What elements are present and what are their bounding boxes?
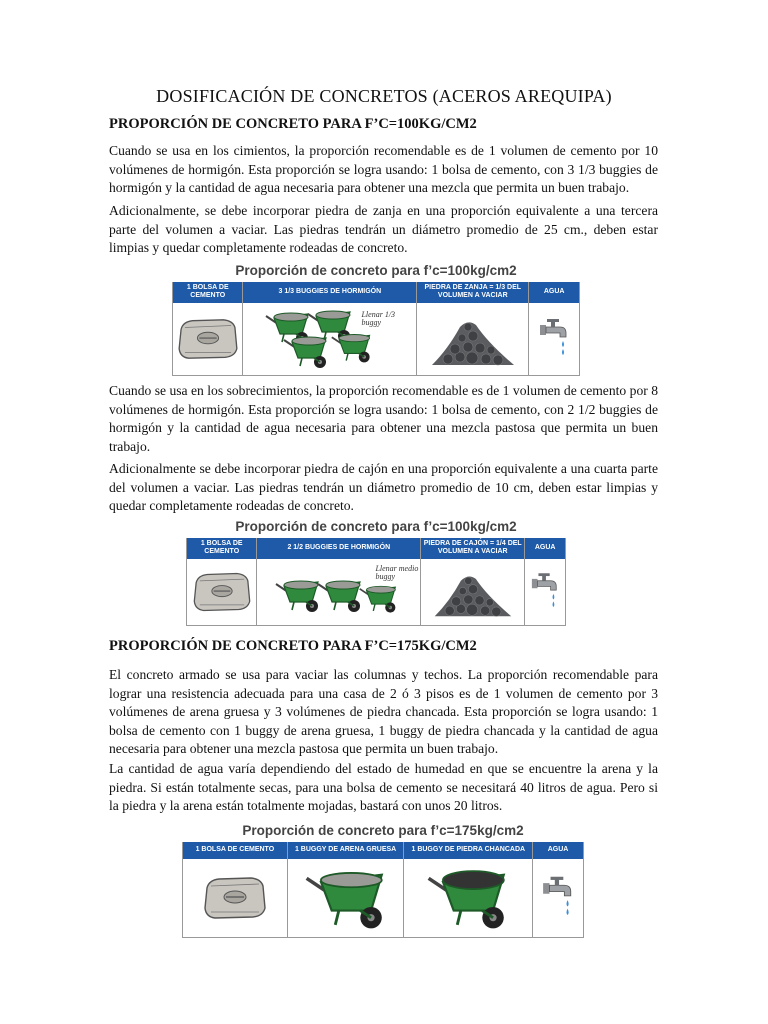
paragraph-piedra-cajon: Adicionalmente se debe incorporar piedra de cajón en una proporción equivalente a una cuarta parte del volumen a vaciar. Las piedras tendrán un diámetro promedio de 10 cm, deben estar limpias y quedar completamente rodeadas de concreto. — [109, 461, 658, 513]
stone-pile-icon — [421, 559, 524, 626]
column-hormigon — [243, 282, 417, 376]
column-header: 1 BUGGY DE PIEDRA CHANCADA — [404, 842, 532, 859]
column-header: 1 BOLSA DE CEMENTO — [187, 538, 256, 559]
column-hormigon — [257, 538, 421, 626]
wheelbarrow-stone-icon — [404, 859, 532, 938]
column-header: 2 1/2 BUGGIES DE HORMIGÓN — [257, 538, 420, 559]
faucet-icon — [533, 859, 583, 938]
note-llenar: Llenar medio buggy — [375, 564, 419, 581]
column-header: PIEDRA DE CAJÓN = 1/4 DEL VOLUMEN A VACIAR — [421, 538, 524, 559]
stone-pile-icon — [417, 303, 528, 376]
column-piedra-chancada — [404, 842, 533, 938]
figure-proporcion-175 — [182, 822, 584, 938]
faucet-icon — [525, 559, 565, 626]
column-cemento — [173, 282, 243, 376]
figure-title: Proporción de concreto para f’c=100kg/cm2 — [235, 263, 517, 278]
cement-bag-icon — [187, 559, 256, 626]
cement-bag-icon — [183, 859, 287, 938]
figure-title: Proporción de concreto para f’c=175kg/cm2 — [242, 823, 524, 838]
column-header: AGUA — [529, 282, 579, 303]
column-header: PIEDRA DE ZANJA = 1/3 DEL VOLUMEN A VACIAR — [417, 282, 528, 303]
column-piedra — [417, 282, 529, 376]
paragraph-sobrecimientos: Cuando se usa en los sobrecimientos, la proporción recomendable es de 1 volumen de cemento por 8 volúmenes de hormigón. Esta proporción se logra usando: 1 bolsa de cemento, con 2 1/2 buggies de hormigón y la cantidad de agua necesaria para obtener una mezcla pastosa que permita un buen trabajo. — [109, 383, 658, 454]
column-header: AGUA — [533, 842, 583, 859]
paragraph-concreto-armado: El concreto armado se usa para vaciar las columnas y techos. La proporción recomendable para lograr una resistencia adecuada para una casa de 2 ó 3 pisos es de 1 volumen de cemento por 3 volúmenes de arena gruesa y 3 volúmenes de piedra chancada. Esta proporción se logra usando: 1 bolsa de cemento con 1 buggy de arena gruesa, 1 buggy de piedra chancada y la cantidad de agua necesaria para obtener una mezcla pastosa que permita un buen trabajo. — [109, 667, 658, 756]
faucet-icon — [529, 303, 579, 376]
column-header: 3 1/3 BUGGIES DE HORMIGÓN — [243, 282, 416, 303]
cement-bag-icon — [173, 303, 242, 376]
column-header: 1 BOLSA DE CEMENTO — [183, 842, 287, 859]
column-cemento — [183, 842, 288, 938]
wheelbarrow-sand-icon — [288, 859, 404, 938]
wheelbarrow-icon — [257, 559, 420, 626]
column-piedra — [421, 538, 525, 626]
figure-table — [172, 282, 580, 376]
column-agua — [529, 282, 580, 376]
figure-proporcion-100-sobrecimientos — [186, 518, 566, 626]
paragraph-piedra-zanja: Adicionalmente, se debe incorporar piedra de zanja en una proporción equivalente a una tercera parte del volumen a vaciar. Las piedras tendrán un diámetro promedio de 25 cm., deben estar limpias y quedar completamente rodeadas de concreto. — [109, 203, 658, 255]
document-title: DOSIFICACIÓN DE CONCRETOS (ACEROS AREQUIPA) — [156, 86, 612, 106]
paragraph-cantidad-agua: La cantidad de agua varía dependiendo del estado de humedad en que se encuentre la arena y la piedra. Si están totalmente secas, para una bolsa de cemento se necesitará 40 litros de agua. Pero si la piedra y la arena están totalmente mojadas, bastará con unos 20 litros. — [109, 761, 658, 813]
figure-title: Proporción de concreto para f’c=100kg/cm2 — [235, 519, 517, 534]
column-agua — [525, 538, 566, 626]
section-heading-100: PROPORCIÓN DE CONCRETO PARA F’C=100KG/CM2 — [109, 116, 477, 132]
figure-table — [186, 538, 566, 626]
figure-proporcion-100-cimientos — [172, 262, 580, 376]
paragraph-cimientos: Cuando se usa en los cimientos, la proporción recomendable es de 1 volumen de cemento por 10 volúmenes de hormigón. Esta proporción se logra usando: 1 bolsa de cemento, con 3 1/3 buggies de hormigón y la cantidad de agua necesaria para obtener una mezcla que permita un buen trabajo. — [109, 143, 658, 195]
column-cemento — [187, 538, 257, 626]
column-header: AGUA — [525, 538, 565, 559]
wheelbarrow-icon — [243, 303, 416, 376]
note-llenar: Llenar 1/3 buggy — [361, 310, 396, 327]
column-agua — [533, 842, 584, 938]
column-arena — [288, 842, 405, 938]
figure-table — [182, 842, 584, 938]
column-header: 1 BOLSA DE CEMENTO — [173, 282, 242, 303]
column-header: 1 BUGGY DE ARENA GRUESA — [288, 842, 404, 859]
section-heading-175: PROPORCIÓN DE CONCRETO PARA F’C=175KG/CM2 — [109, 638, 477, 654]
